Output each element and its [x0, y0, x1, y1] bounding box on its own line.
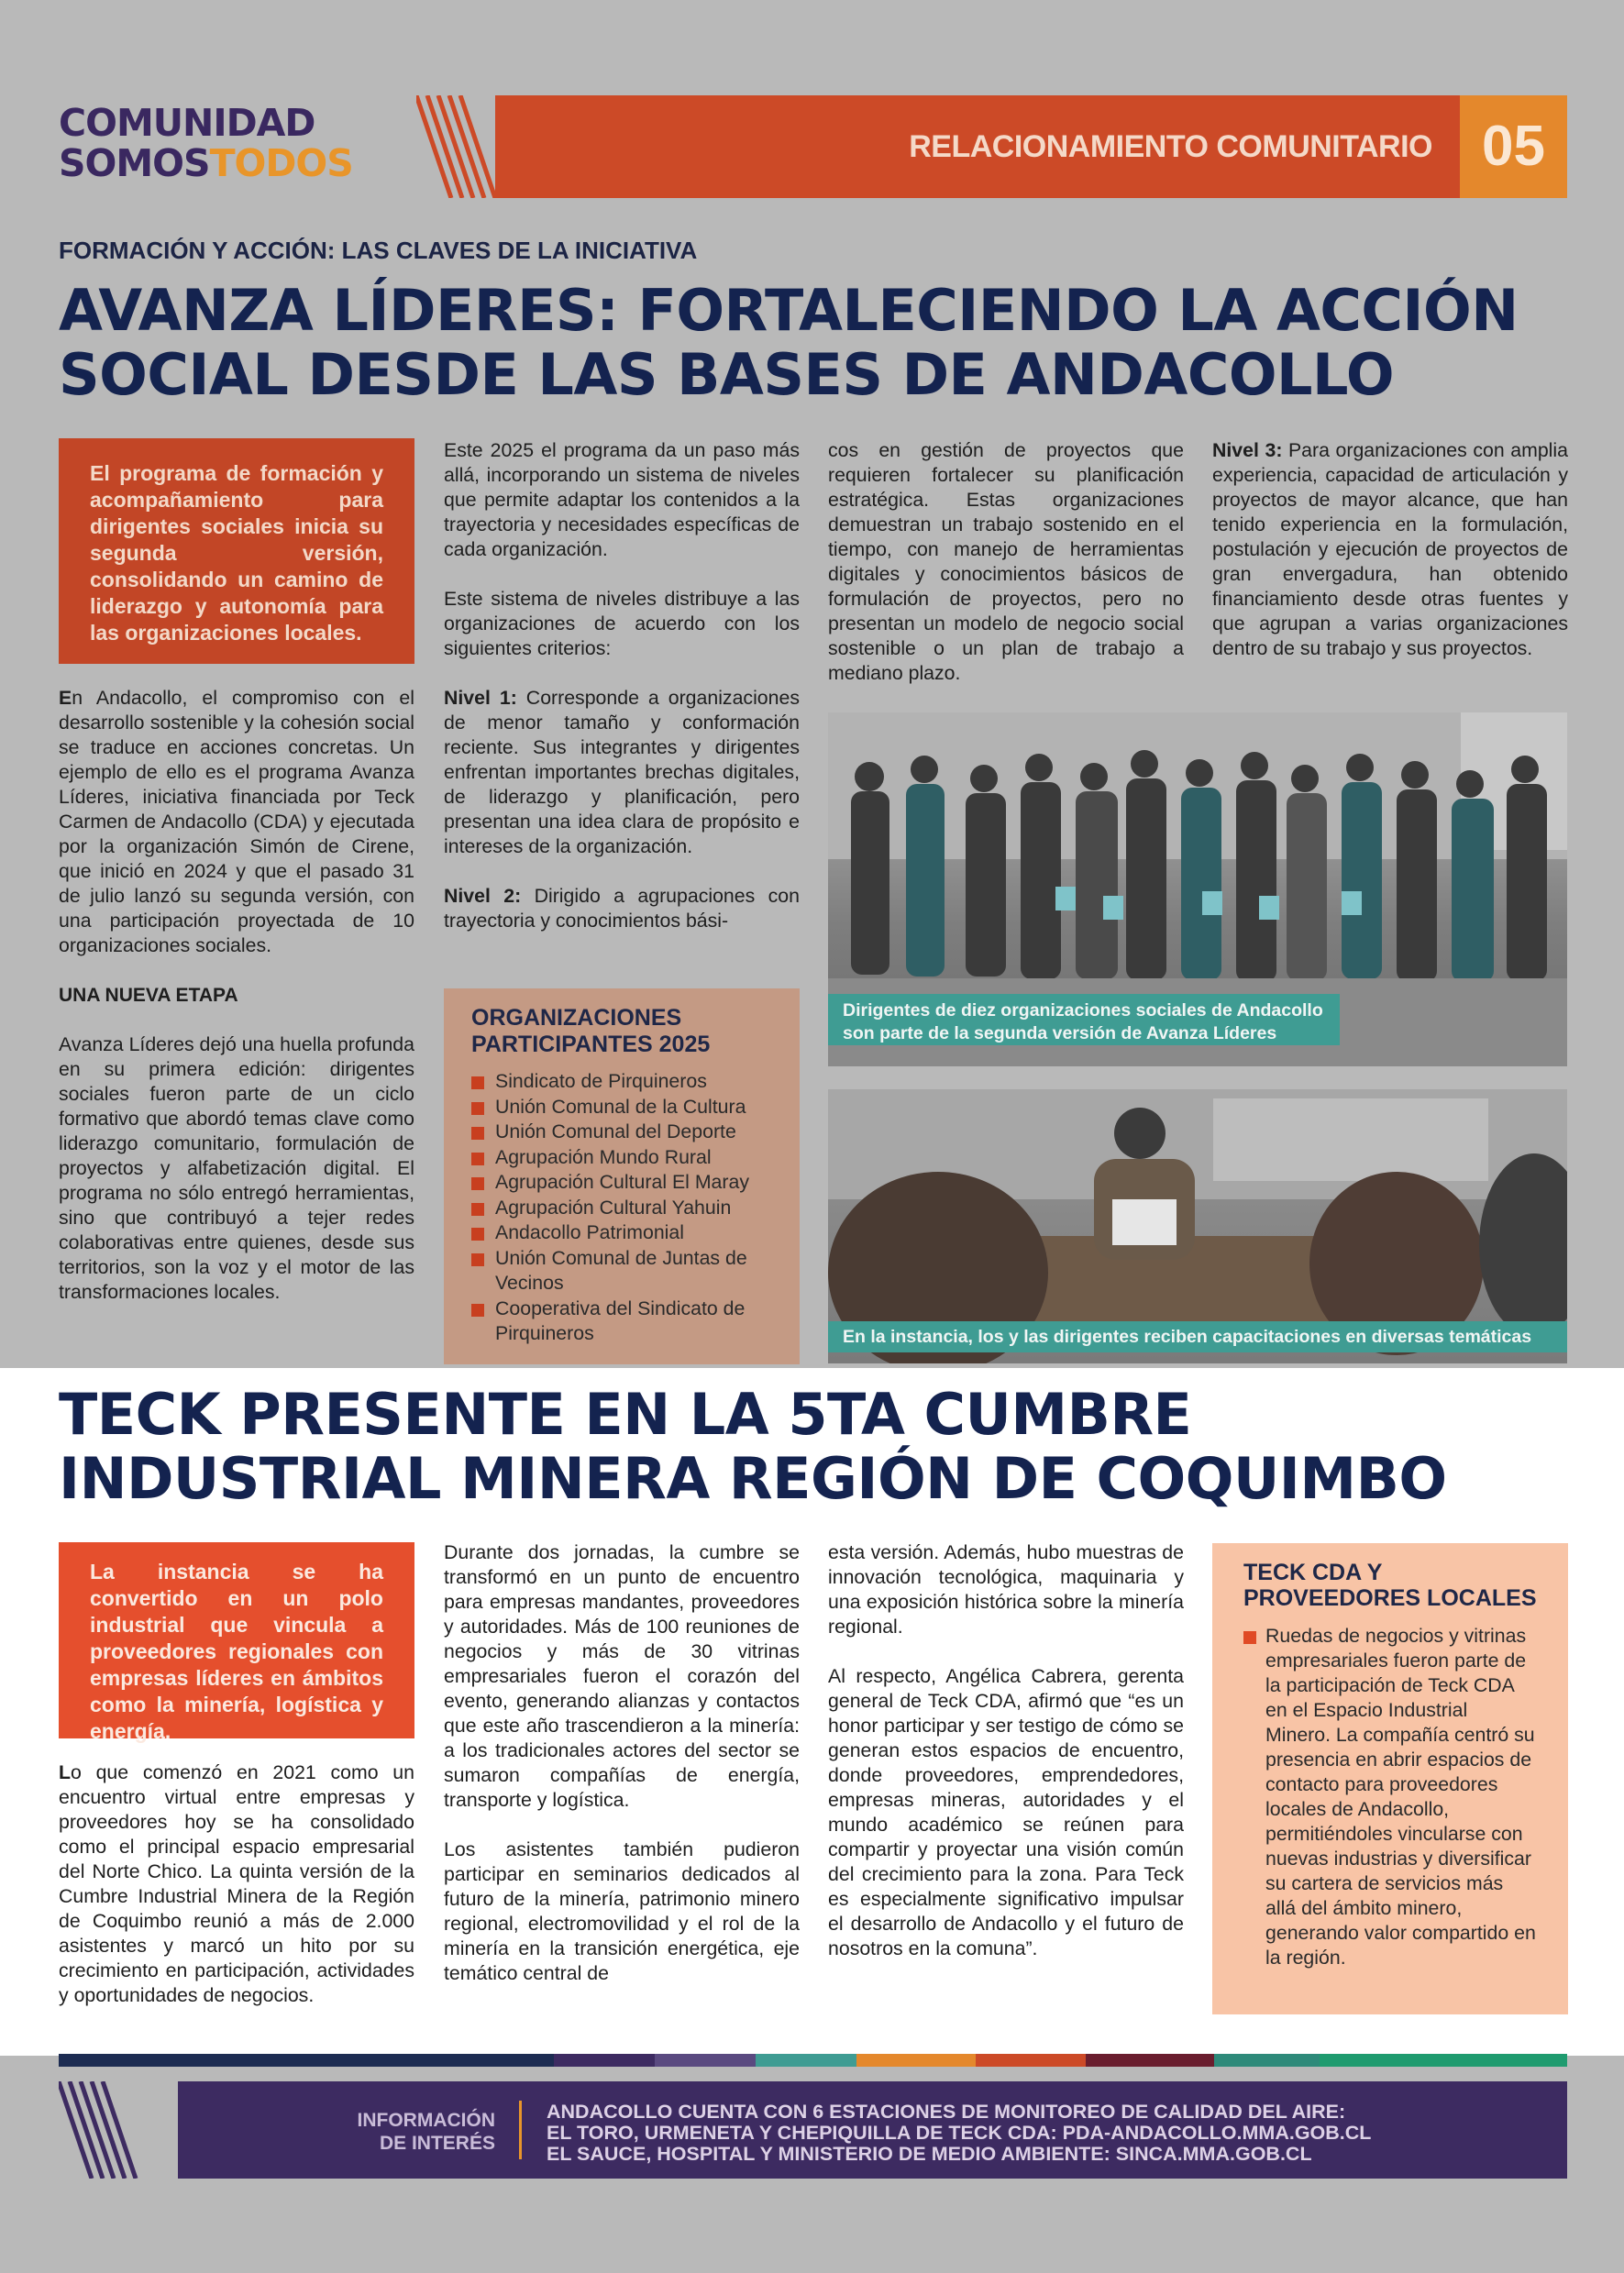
article2-column-3 [828, 1540, 1184, 1961]
article2-column-1 [59, 1760, 414, 2008]
article1-column-2 [444, 438, 800, 933]
participants-title: ORGANIZACIONES PARTICIPANTES 2025 [471, 1005, 711, 1057]
logo-line-2: SOMOSTODOS [59, 141, 353, 185]
teck-suppliers-box [1212, 1543, 1568, 2014]
list-item: Unión Comunal de la Cultura [471, 1095, 772, 1120]
list-item: Agrupación Cultural Yahuin [471, 1196, 772, 1221]
paragraph: Los asistentes también pudieron participar en seminarios dedicados al futuro de la minería, patrimonio minero regional, electromovilidad y el rol de la minería en la transición energética, eje temático central de [444, 1838, 800, 1984]
article1-column-3 [828, 438, 1184, 686]
footer-stripes-graphic [59, 2081, 178, 2179]
article2-headline: TECK PRESENTE EN LA 5TA CUMBRE INDUSTRIAL MINERA REGIÓN DE COQUIMBO [59, 1381, 1447, 1512]
subhead: UNA NUEVA ETAPA [59, 985, 238, 1006]
section-title: RELACIONAMIENTO COMUNITARIO [909, 129, 1432, 164]
brand-logo [59, 103, 353, 183]
paragraph: Nivel 2: Dirigido a agrupaciones con trayectoria y conocimientos bási- [444, 885, 800, 932]
paragraph: Durante dos jornadas, la cumbre se transformó en un punto de encuentro para empresas mandantes, proveedores y autoridades. Más de 100 reuniones de negocios y más de 30 vitrinas empresariales fueron el corazón del evento, generando alianzas y contactos que este año trascendieron a la minería: a los tradicionales actores del sector se sumaron compañías de energía, transporte y logística. [444, 1541, 800, 1811]
photo-caption: Dirigentes de diez organizaciones sociales de Andacollo son parte de la segunda versión de Avanza Líderes [828, 994, 1340, 1045]
paragraph: Lo que comenzó en 2021 como un encuentro virtual entre empresas y proveedores hoy se ha consolidado como el principal espacio empresarial del Norte Chico. La quinta versión de la Cumbre Industrial Minera de la Región de Coquimbo reunió a más de 2.000 asistentes y marcó un hito por su crecimiento en participación, actividades y oportunidades de negocios. [59, 1761, 414, 2006]
color-rule [59, 2054, 1567, 2067]
list-item: Agrupación Mundo Rural [471, 1145, 772, 1171]
page-number: 05 [1460, 95, 1567, 198]
paragraph: En Andacollo, el compromiso con el desarrollo sostenible y la cohesión social se traduce en acciones concretas. Un ejemplo de ello es el programa Avanza Líderes, iniciativa financiada por Teck Carmen de Andacollo (CDA) y ejecutada por la organización Simón de Cirene, que inició en 2024 y que el pasado 31 de julio lanzó su segunda versión, con una participación proyectada de 10 organizaciones sociales. [59, 687, 414, 956]
footer-divider [519, 2101, 522, 2159]
section-banner [495, 95, 1460, 198]
paragraph: Nivel 1: Corresponde a organizaciones de menor tamaño y conformación reciente. Sus integrantes y dirigentes enfrentan importantes brechas digitales, de liderazgo y planificación, pero presentan una idea clara de propósito e intereses de la organización. [444, 687, 800, 857]
paragraph: esta versión. Además, hubo muestras de innovación tecnológica, maquinaria y una exposición histórica sobre la minería regional. [828, 1541, 1184, 1638]
teck-box-title: TECK CDA Y PROVEEDORES LOCALES [1243, 1560, 1537, 1611]
list-item: Unión Comunal de Juntas de Vecinos [471, 1246, 772, 1296]
photo-caption: En la instancia, los y las dirigentes reciben capacitaciones en diversas temáticas [828, 1321, 1567, 1352]
list-item: Unión Comunal del Deporte [471, 1120, 772, 1145]
info-text: ANDACOLLO CUENTA CON 6 ESTACIONES DE MONITOREO DE CALIDAD DEL AIRE: EL TORO, URMENETA Y CHEPIQUILLA DE TECK CDA: PDA-ANDACOLLO.MMA.GOB.CL EL SAUCE, HOSPITAL Y MINISTERIO DE MEDIO AMBIENTE: SINCA.MMA.GOB.CL [547, 2101, 1372, 2165]
article1-column-4 [1212, 438, 1568, 661]
article1-kicker: FORMACIÓN Y ACCIÓN: LAS CLAVES DE LA INICIATIVA [59, 237, 698, 264]
paragraph: Este 2025 el programa da un paso más allá, incorporando un sistema de niveles que permite adaptar los contenidos a la trayectoria y necesidades específicas de cada organización. [444, 439, 800, 560]
list-item: Cooperativa del Sindicato de Pirquineros [471, 1296, 772, 1347]
article1-headline: AVANZA LÍDERES: FORTALECIENDO LA ACCIÓN SOCIAL DESDE LAS BASES DE ANDACOLLO [59, 277, 1519, 408]
list-item: Agrupación Cultural El Maray [471, 1170, 772, 1196]
article1-column-1 [59, 686, 414, 1305]
participants-list [471, 1069, 772, 1347]
list-item: Sindicato de Pirquineros [471, 1069, 772, 1095]
training-photo [828, 1089, 1567, 1363]
paragraph: cos en gestión de proyectos que requieren fortalecer su planificación estratégica. Estas organizaciones demuestran un trabajo sostenido en el tiempo, con manejo de herramientas digitales y conocimientos básicos de formulación de proyectos, pero no presentan un modelo de negocio social sostenible o un plan de trabajo a mediano plazo. [828, 439, 1184, 684]
list-item: Andacollo Patrimonial [471, 1220, 772, 1246]
group-photo [828, 712, 1567, 1066]
info-label: INFORMACIÓN DE INTERÉS [357, 2110, 495, 2154]
article1-lead: El programa de formación y acompañamiento para dirigentes sociales inicia su segunda versión, consolidando un camino de liderazgo y autonomía para las organizaciones locales. [59, 438, 414, 664]
article2-column-2 [444, 1540, 800, 1986]
teck-box-text: Ruedas de negocios y vitrinas empresariales fueron parte de la participación de Teck CDA en el Espacio Industrial Minero. La compañía centró su presencia en abrir espacios de contacto para proveedores locales de Andacollo, permitiéndoles vincularse con nuevas industrias y diversificar su cartera de servicios más allá del ámbito minero, generando valor compartido en la región. [1243, 1624, 1537, 1970]
paragraph: Al respecto, Angélica Cabrera, gerenta general de Teck CDA, afirmó que “es un honor participar y ser testigo de cómo se generan estos espacios de encuentro, donde proveedores, emprendedores, empresas mineras, autoridades y el mundo académico se reúnen para compartir y proyectar una visión común del crecimiento para la zona. Para Teck es especialmente significativo impulsar el desarrollo de Andacollo y el futuro de nosotros en la comuna”. [828, 1665, 1184, 1959]
paragraph: Avanza Líderes dejó una huella profunda en su primera edición: dirigentes sociales fueron parte de un ciclo formativo que abordó temas clave como liderazgo comunitario, formulación de proyectos y alfabetización digital. El programa no sólo entregó herramientas, sino que contribuyó a tejer redes colaborativas entre quienes, desde sus territorios, son la voz y el motor de las transformaciones locales. [59, 1033, 414, 1303]
paragraph: Nivel 3: Para organizaciones con amplia experiencia, capacidad de articulación y proyectos de mayor alcance, que han tenido experiencia en la formulación, postulación y ejecución de proyectos de gran envergadura, han obtenido financiamiento desde otras fuentes y que agrupan a varias organizaciones dentro de su trabajo y sus proyectos. [1212, 439, 1568, 659]
participants-box [444, 988, 800, 1364]
article2-lead: La instancia se ha convertido en un polo industrial que vincula a proveedores regionales con empresas líderes en ámbitos como la minería, logística y energía. [59, 1542, 414, 1738]
paragraph: Este sistema de niveles distribuye a las organizaciones de acuerdo con los siguientes criterios: [444, 588, 800, 659]
logo-line-1: COMUNIDAD [59, 101, 315, 145]
